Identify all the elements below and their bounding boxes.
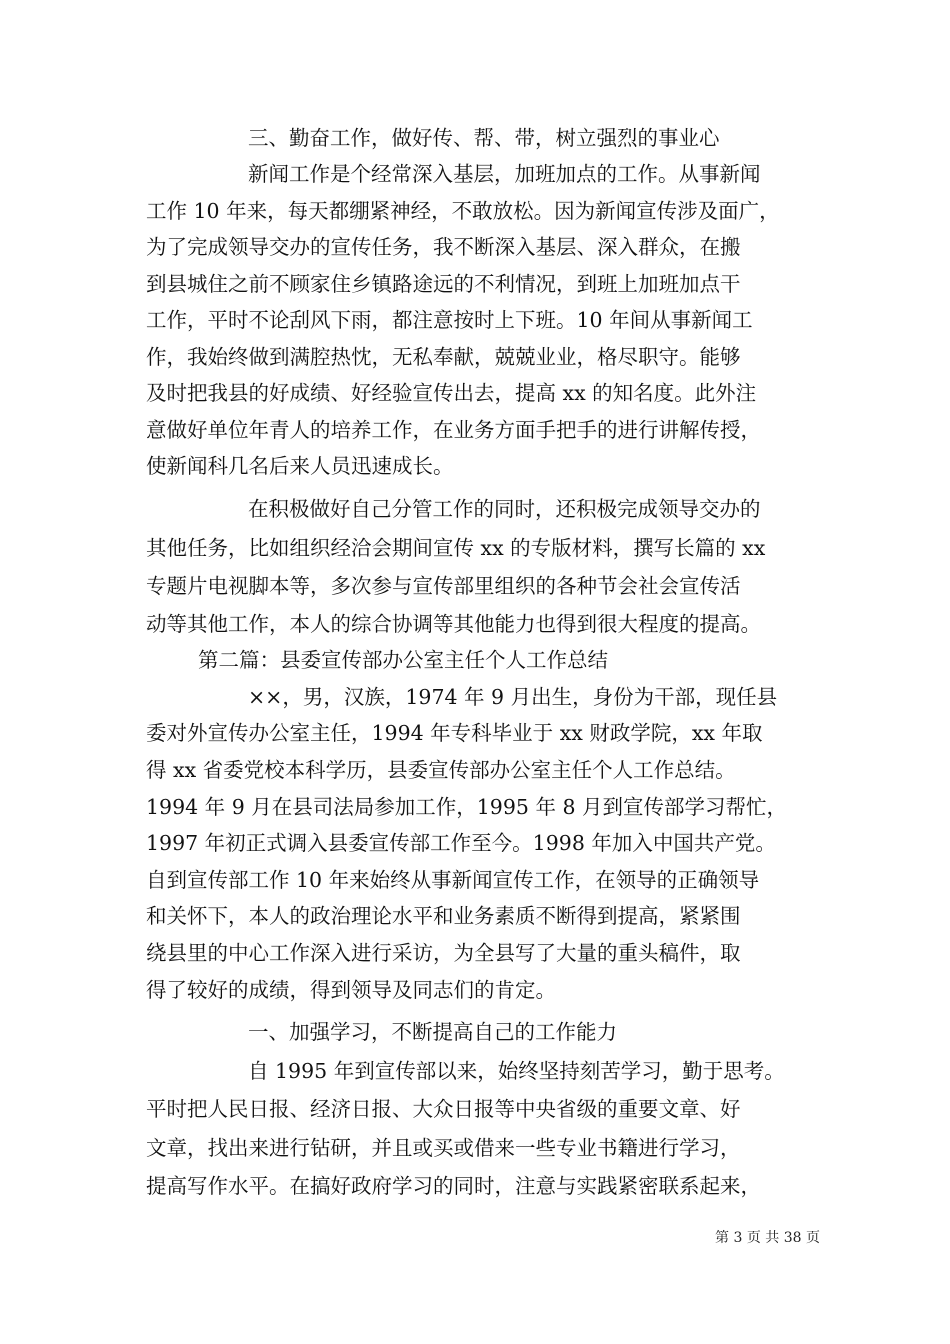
paragraph-line: 意做好单位年青人的培养工作，在业务方面手把手的进行讲解传授， [146, 418, 761, 442]
paragraph-line: 和关怀下，本人的政治理论水平和业务素质不断得到提高，紧紧围 [146, 904, 741, 928]
paragraph-line: 自 1995 年到宣传部以来，始终坚持刻苦学习，勤于思考。 [248, 1059, 785, 1083]
paragraph-line: 1997 年初正式调入县委宣传部工作至今。1998 年加入中国共产党。 [146, 831, 776, 855]
paragraph-line: 委对外宣传办公室主任，1994 年专科毕业于 xx 财政学院，xx 年取 [146, 721, 763, 745]
paragraph-line: 平时把人民日报、经济日报、大众日报等中央省级的重要文章、好 [146, 1097, 741, 1121]
paragraph-line: 动等其他工作，本人的综合协调等其他能力也得到很大程度的提高。 [146, 612, 761, 636]
paragraph-line: 工作 10 年来，每天都绷紧神经，不敢放松。因为新闻宣传涉及面广， [146, 199, 780, 223]
paragraph-line: 在积极做好自己分管工作的同时，还积极完成领导交办的 [248, 497, 761, 521]
paragraph-line: 工作，平时不论刮风下雨，都注意按时上下班。10 年间从事新闻工 [146, 308, 753, 332]
paragraph-line: 得了较好的成绩，得到领导及同志们的肯定。 [146, 978, 556, 1002]
paragraph-line: 其他任务，比如组织经洽会期间宣传 xx 的专版材料，撰写长篇的 xx [146, 536, 766, 560]
paragraph-line: 及时把我县的好成绩、好经验宣传出去，提高 xx 的知名度。此外注 [146, 381, 757, 405]
page-number-footer: 第 3 页 共 38 页 [715, 1230, 820, 1246]
paragraph-line: 自到宣传部工作 10 年来始终从事新闻宣传工作，在领导的正确领导 [146, 868, 760, 892]
paragraph-line: 新闻工作是个经常深入基层，加班加点的工作。从事新闻 [248, 162, 761, 186]
paragraph-line: 1994 年 9 月在县司法局参加工作，1995 年 8 月到宣传部学习帮忙， [146, 795, 788, 819]
paragraph-line: 专题片电视脚本等，多次参与宣传部里组织的各种节会社会宣传活 [146, 574, 741, 598]
chapter-heading: 第二篇：县委宣传部办公室主任个人工作总结 [198, 648, 608, 672]
paragraph-line: 得 xx 省委党校本科学历，县委宣传部办公室主任个人工作总结。 [146, 758, 736, 782]
paragraph-line: 文章，找出来进行钻研，并且或买或借来一些专业书籍进行学习， [146, 1136, 741, 1160]
paragraph-line: 使新闻科几名后来人员迅速成长。 [146, 454, 454, 478]
paragraph-line: 到县城住之前不顾家住乡镇路途远的不利情况，到班上加班加点干 [146, 272, 741, 296]
section-heading: 一、加强学习，不断提高自己的工作能力 [248, 1020, 617, 1044]
paragraph-line: 作，我始终做到满腔热忱，无私奉献，兢兢业业，格尽职守。能够 [146, 345, 741, 369]
paragraph-line: 为了完成领导交办的宣传任务，我不断深入基层、深入群众，在搬 [146, 235, 741, 259]
paragraph-line: 绕县里的中心工作深入进行采访，为全县写了大量的重头稿件，取 [146, 941, 741, 965]
paragraph-line: 提高写作水平。在搞好政府学习的同时，注意与实践紧密联系起来， [146, 1174, 761, 1198]
paragraph-line: ××，男，汉族，1974 年 9 月出生，身份为干部，现任县 [248, 685, 778, 709]
section-heading: 三、勤奋工作，做好传、帮、带，树立强烈的事业心 [248, 126, 720, 150]
